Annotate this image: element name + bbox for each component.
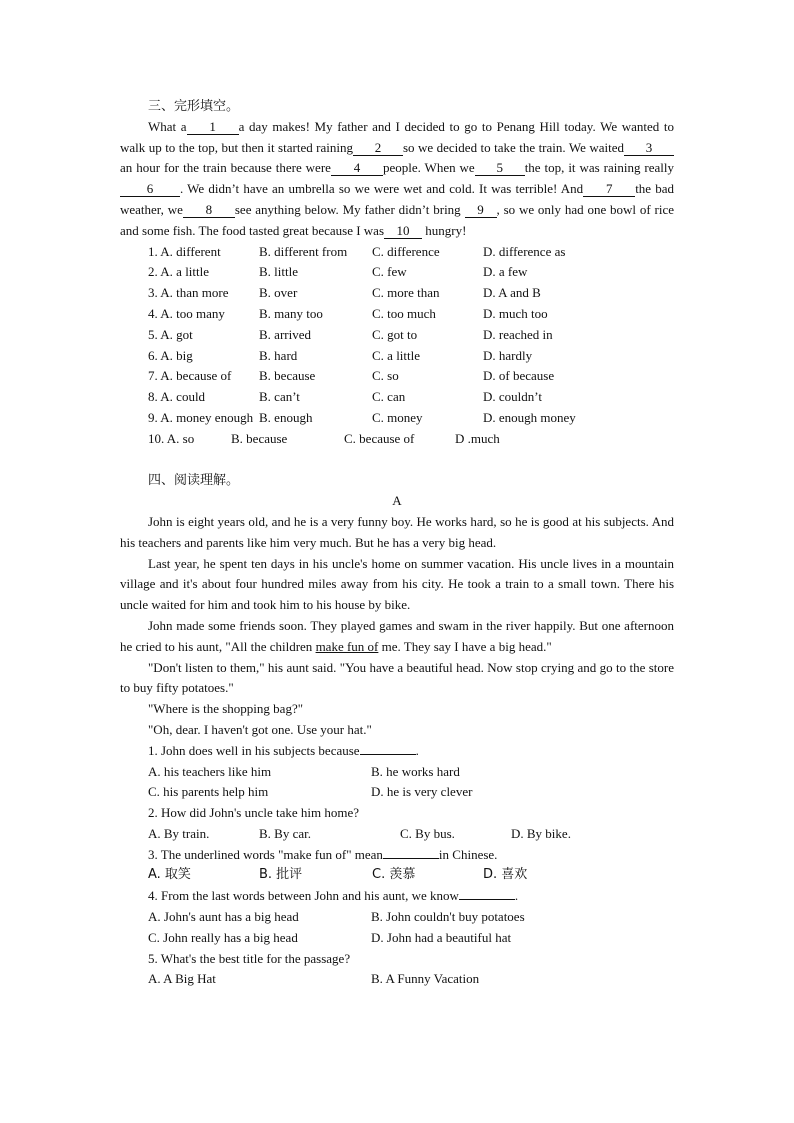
reading-paragraph-1: John is eight years old, and he is a very funny boy. He works hard, so he is good at his subjects. And his teachers and parents like him very much. But he has a very big head. (120, 513, 674, 550)
reading-heading: 四、阅读理解。 (148, 472, 240, 488)
reading-paragraph-6: "Oh, dear. I haven't got one. Use your hat." (148, 721, 372, 737)
reading-question-2: 2. How did John's uncle take him home? (148, 805, 360, 821)
blank-8: 8 (183, 202, 235, 218)
blank-2: 2 (353, 140, 403, 156)
blank-4: 4 (331, 160, 383, 176)
cloze-question-7: 7. A. because of B. because C. so D. of because (148, 368, 555, 384)
cloze-question-5: 5. A. got B. arrived C. got to D. reached in (148, 326, 553, 342)
cloze-heading: 三、完形填空。 (148, 98, 240, 113)
cloze-questions (120, 242, 674, 450)
cloze-question-10: 10. A. so B. because C. because of D .much (148, 430, 500, 446)
reading-q2-options: A. By train. B. By car. C. By bus. D. By bike. (148, 825, 571, 841)
blank-7: 7 (583, 181, 635, 197)
reading-q1-options-ab: A. his teachers like him B. he works hard (148, 763, 460, 779)
blank-10: 10 (384, 223, 422, 239)
cloze-question-9: 9. A. money enough B. enough C. money D. enough money (148, 409, 576, 425)
passage-label: A (392, 493, 402, 509)
cloze-question-2: 2. A. a little B. little C. few D. a few (148, 264, 528, 280)
cloze-question-3: 3. A. than more B. over C. more than D. A and B (148, 285, 541, 301)
answer-blank (459, 899, 515, 900)
cloze-question-8: 8. A. could B. can’t C. can D. couldn’t (148, 389, 542, 405)
reading-question-4: 4. From the last words between John and his aunt, we know . (148, 888, 519, 904)
cloze-passage: What a 1 a day makes! My father and I decided to go to Penang Hill today. We wanted to walk up to the top, but then it started raining 2 so we decided to take the train. We waited 3an hour for the train because there were 4 people. When we 5 the top, it was raining really6 . We didn’t have an umbrella so we were wet and cold. It was terrible! And 7 the bad weather, we 8 see anything below. My father didn’t bring 9 , so we only had one bowl of rice and some fish. The food tasted great because I was 10 hungry! (120, 118, 675, 238)
reading-q4-options-cd: C. John really has a big head D. John had a beautiful hat (148, 929, 512, 945)
section-gap (120, 450, 674, 471)
reading-paragraph-4: "Don't listen to them," his aunt said. "You have a beautiful head. Now stop crying and go to the store to buy fifty potatoes." (120, 659, 674, 696)
reading-q4-options-ab: A. John's aunt has a big head B. John couldn't buy potatoes (148, 909, 525, 925)
blank-6: 6 (120, 181, 180, 197)
reading-q3-options: A. 取笑 B. 批评 C. 羡慕 D. 喜欢 (148, 867, 528, 883)
blank-9: 9 (465, 202, 497, 218)
answer-blank (383, 858, 439, 859)
blank-3: 3 (624, 140, 674, 156)
blank-1: 1 (187, 119, 239, 135)
cloze-question-4: 4. A. too many B. many too C. too much D. much too (148, 305, 548, 321)
document-content (120, 96, 674, 990)
reading-paragraph-5: "Where is the shopping bag?" (148, 701, 304, 717)
reading-question-5: 5. What's the best title for the passage? (148, 950, 351, 966)
reading-paragraph-2: Last year, he spent ten days in his uncle's home on summer vacation. His uncle lives in a mountain village and it's about four hundred miles away from his city. He took a train to a small town. There his uncle waited for him and took him to his house by bike. (120, 555, 674, 613)
reading-question-3: 3. The underlined words "make fun of" mean in Chinese. (148, 846, 498, 862)
reading-paragraph-3: John made some friends soon. They played games and swam in the river happily. But one afternoon he cried to his aunt, "All the children make fun of me. They say I have a big head." (120, 617, 674, 654)
cloze-question-1: 1. A. different B. different from C. difference D. difference as (148, 243, 566, 259)
underlined-phrase: make fun of (315, 638, 379, 654)
reading-question-1: 1. John does well in his subjects because . (148, 742, 419, 758)
cloze-question-6: 6. A. big B. hard C. a little D. hardly (148, 347, 533, 363)
reading-q5-options: A. A Big Hat B. A Funny Vacation (148, 971, 480, 987)
answer-blank (360, 754, 416, 755)
blank-5: 5 (475, 160, 525, 176)
reading-q1-options-cd: C. his parents help him D. he is very clever (148, 784, 473, 800)
